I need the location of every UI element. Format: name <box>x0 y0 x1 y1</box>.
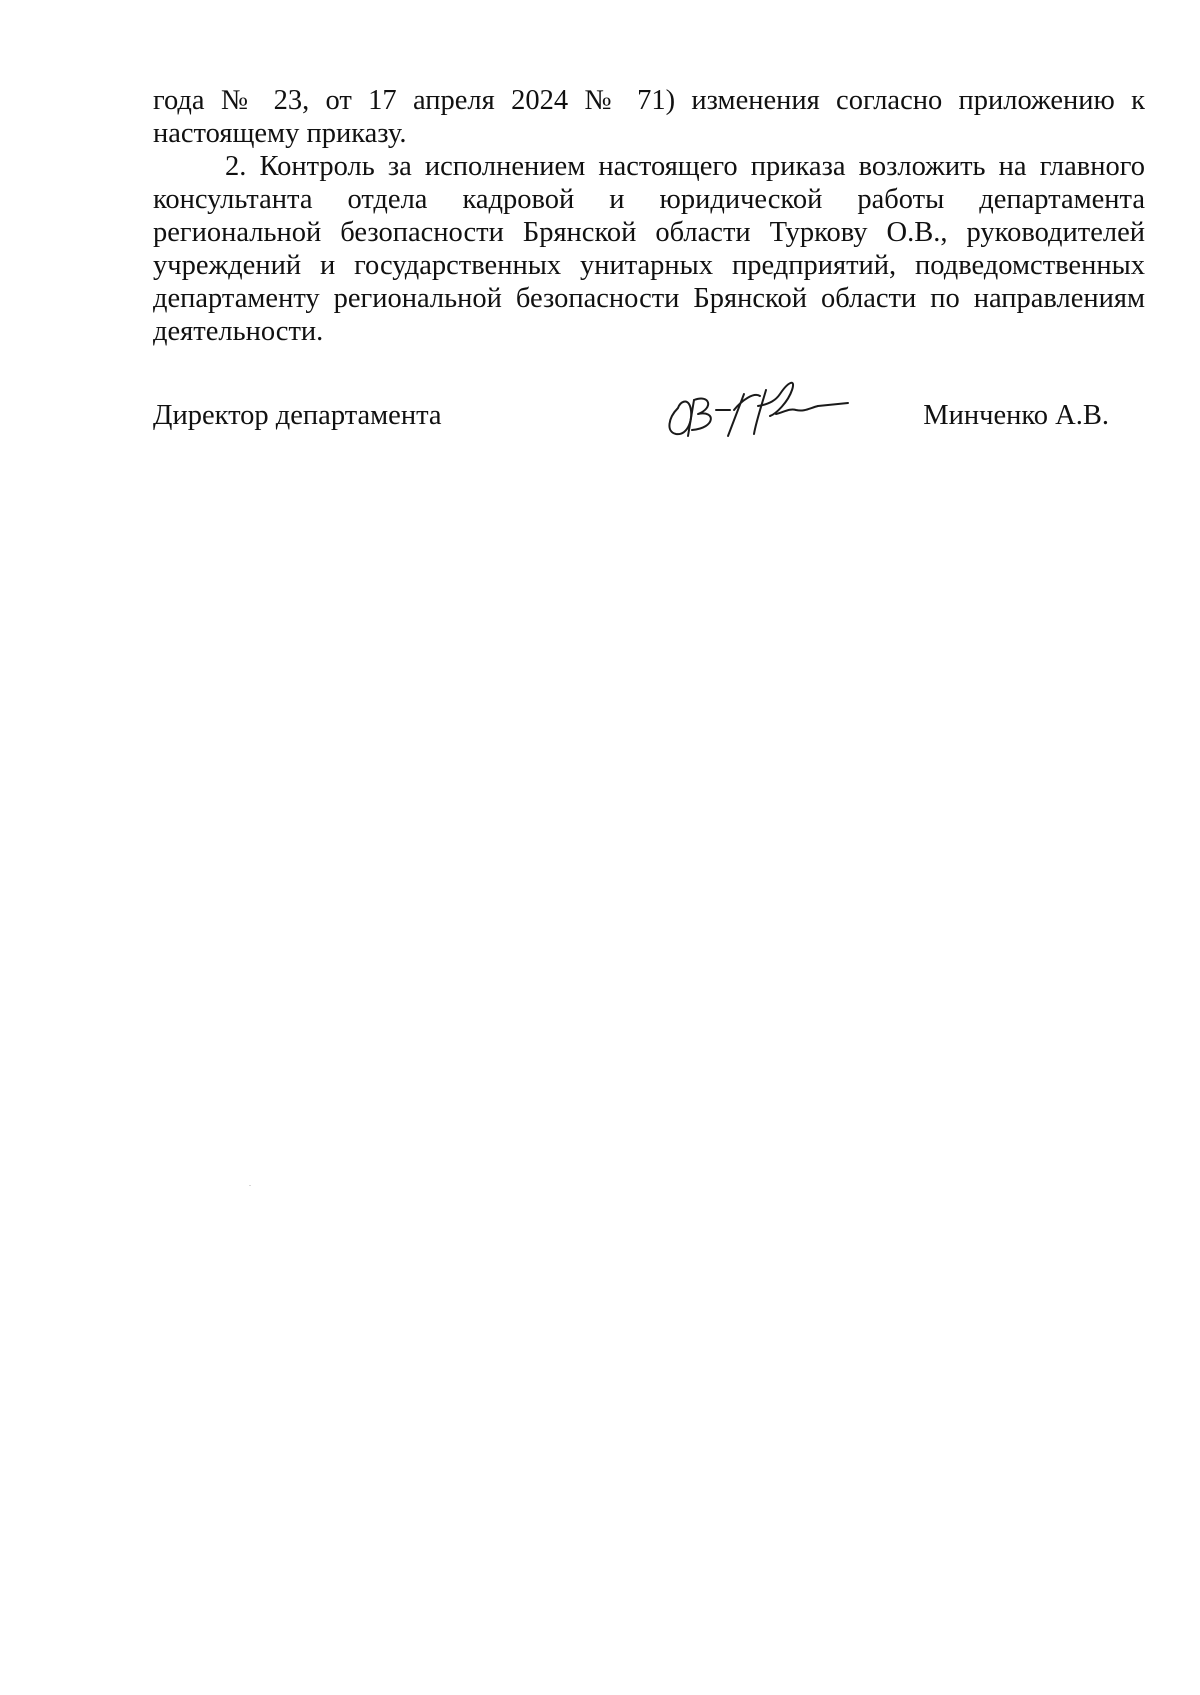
signatory-position: Директор департамента <box>153 400 442 431</box>
paragraph-2-control-clause: 2. Контроль за исполнением настоящего приказа возложить на главного консультанта отдела кадровой и юридической работы департамента региональной безопасности Брянской области Туркову О.В., руководителей учреждений и государственных унитарных предприятий, подведомственных департаменту региональной безопасности Брянской области по направлениям деятельности. <box>153 151 1145 347</box>
document-body <box>153 84 1145 348</box>
signatory-name: Минченко А.В. <box>923 400 1109 431</box>
paragraph-1: года № 23, от 17 апреля 2024 № 71) изменения согласно приложению к настоящему приказу. <box>153 85 1145 149</box>
handwritten-signature <box>658 370 868 440</box>
signature-block <box>153 370 1145 440</box>
scan-artifact <box>249 1185 251 1186</box>
